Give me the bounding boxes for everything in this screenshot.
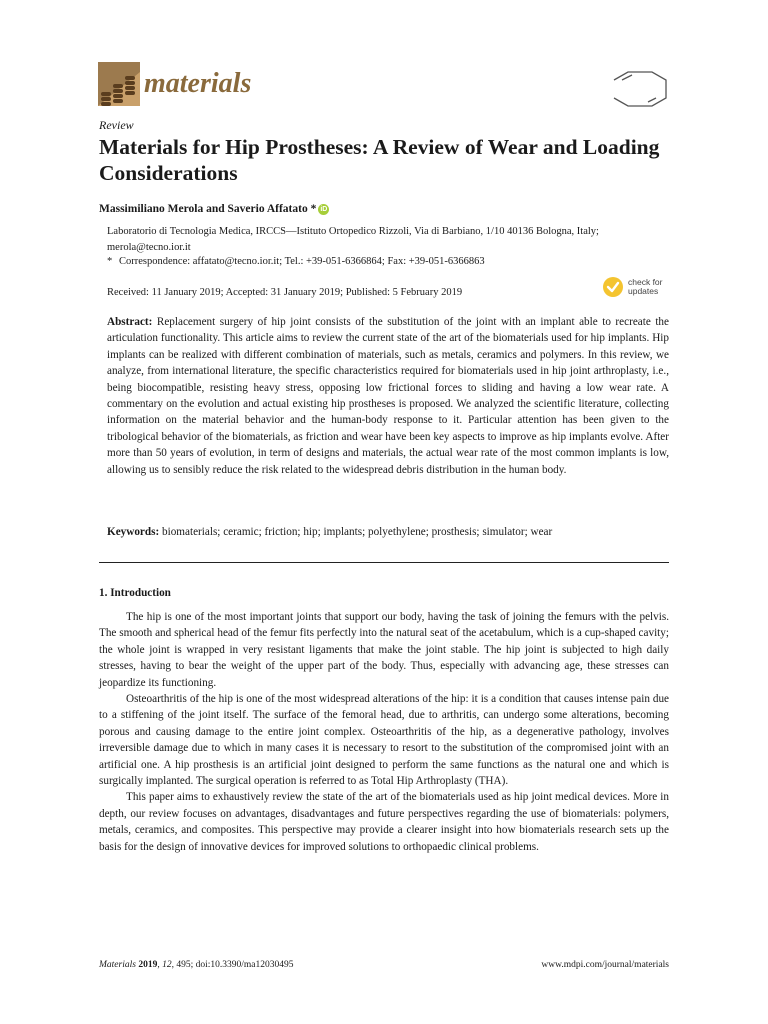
abstract (107, 314, 669, 478)
paragraph: Osteoarthritis of the hip is one of the most widespread alterations of the hip: it is a condition that causes intense pain due to a stiffening of the joint itself. The surface of the femoral head, due to arthritis, can undergo some alterations, becoming porous and causing damage to the entire joint complex. Osteoarthritis of the hip, as a degenerative pathology, involves irreversible damage due to which in many cases it is necessary to resort to the substitution of the compromised joint with an artificial one. A hip prosthesis is an artificial joint designed to perform the same functions as the natural one and which is surgically implanted. The surgical operation is referred to as Total Hip Arthroplasty (THA). (99, 693, 669, 788)
correspondence (107, 255, 669, 269)
check-updates-label: check for updates (628, 277, 663, 296)
article-type: Review (99, 118, 134, 132)
keywords (107, 526, 669, 538)
divider (99, 562, 669, 563)
journal-logo (98, 62, 251, 106)
journal-name: materials (144, 68, 252, 99)
footer-year: 2019 (138, 960, 158, 970)
body-text (99, 609, 669, 855)
correspondence-text: Correspondence: affatato@tecno.ior.it; Tel.: +39-051-6366864; Fax: +39-051-6366863 (119, 256, 485, 267)
stacked-coins-logo-icon (98, 62, 140, 106)
orcid-icon[interactable]: iD (320, 205, 328, 213)
publication-dates: Received: 11 January 2019; Accepted: 31 January 2019; Published: 5 February 2019 (107, 287, 463, 298)
abstract-label: Abstract: (107, 316, 153, 328)
correspondence-marker: * (107, 256, 113, 267)
footer-journal: Materials (99, 960, 136, 970)
hexagon-chemistry-icon (612, 68, 668, 108)
paragraph: The hip is one of the most important joints that support our body, having the task of joining the femurs with the pelvis. The smooth and spherical head of the femur fits perfectly into the natural seat of the acetabulum, which is a cup-shaped cavity; the whole joint is wrapped in very resistant ligaments that make the joint stable. The hip joint is subjected to high daily stresses, having to bear the weight of the upper part of the body. Thus, especially with advancing age, these stresses can jeopardize its functioning. (99, 611, 669, 689)
check-updates-icon (602, 276, 624, 298)
keywords-label: Keywords: (107, 526, 160, 538)
section-heading: 1. Introduction (99, 587, 171, 599)
footer-doi: , 495; doi:10.3390/ma12030495 (171, 960, 294, 970)
citation: Materials 2019, 12, 495; doi:10.3390/ma12030495 (99, 960, 294, 970)
abstract-text: Replacement surgery of hip joint consists of the substitution of the joint with an implant able to recreate the articulation functionality. This article aims to review the current state of the art of the biomaterials used for hip implants. Hip implants can be realized with different combination of materials, such as metals, ceramics and polymers. In this review, we analyze, from international literature, the specific characteristics required for biomaterials used in hip joint arthroplasty, i.e., being biocompatible, resisting heavy stress, opposing low frictional forces to sliding and having a low wear rate. A commentary on the evolution and actual existing hip prostheses is proposed. We analyzed the scientific literature, collecting information on the material behavior and the human-body response to it. Particular attention has been given to the tribological behavior of the biomaterials, as friction and wear have been key aspects to improve as hip implants evolve. After more than 50 years of evolution, in term of designs and materials, the actual wear rate of the most common implants is low, allowing us to sensibly reduce the risk related to the widespread debris distribution in the human body. (107, 316, 669, 476)
affiliation: Laboratorio di Tecnologia Medica, IRCCS—Istituto Ortopedico Rizzoli, Via di Barbiano, 1/10 40136 Bologna, Italy; merola@tecno.ior.it (107, 226, 599, 253)
footer-volume: 12 (162, 960, 172, 970)
page-footer (99, 960, 669, 970)
journal-url[interactable]: www.mdpi.com/journal/materials (541, 960, 669, 970)
author-line (99, 203, 329, 215)
article-title: Materials for Hip Prostheses: A Review of Wear and Loading Considerations (99, 135, 660, 185)
authors: Massimiliano Merola and Saverio Affatato * (99, 203, 317, 215)
keywords-text: biomaterials; ceramic; friction; hip; implants; polyethylene; prosthesis; simulator; wear (159, 526, 553, 538)
check-for-updates-badge[interactable] (602, 276, 678, 298)
paragraph: This paper aims to exhaustively review the state of the art of the biomaterials used as hip joint medical devices. More in depth, our review focuses on advantages, disadvantages and future perspectives regarding the use of biomaterials: polymers, metals, ceramics, and composites. This perspective may provide a clearer insight into how biomaterials research sets up the basis for the design of innovative devices for improved solutions to orthopaedic clinical problems. (99, 791, 669, 853)
